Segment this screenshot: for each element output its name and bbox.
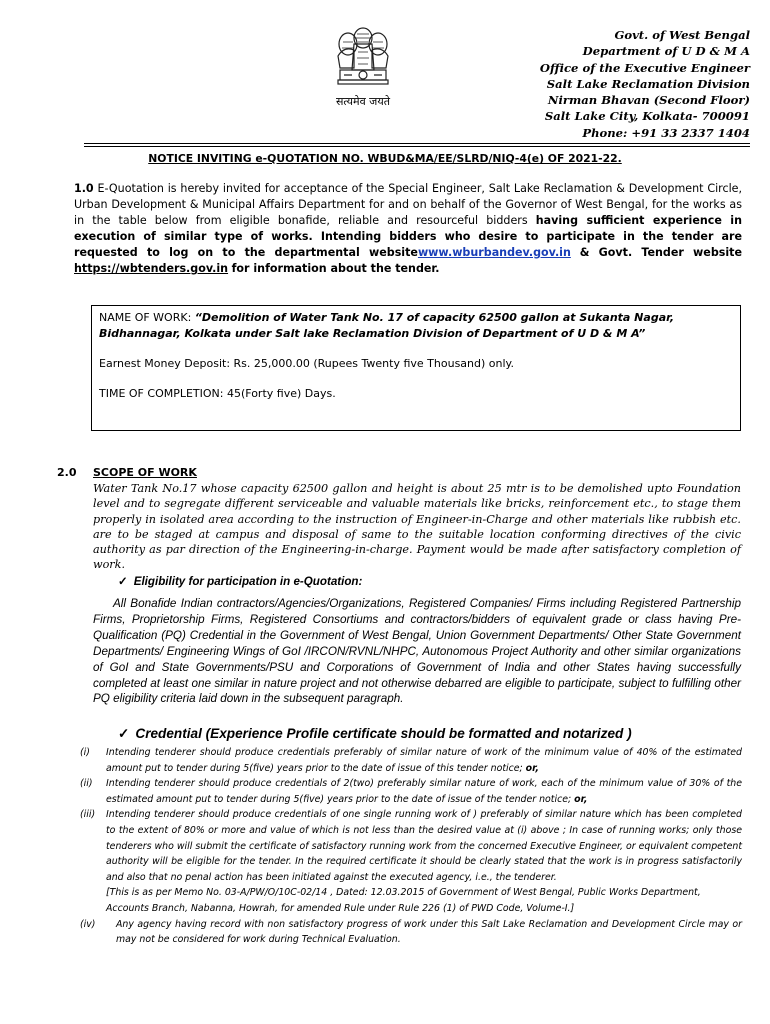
credential-list [80, 745, 742, 948]
section-heading: SCOPE OF WORK [93, 466, 197, 479]
section-1 [74, 181, 742, 277]
list-item [80, 776, 742, 807]
list-item [80, 917, 742, 948]
list-item-text: Intending tenderer should produce credentials of 2(two) preferably similar nature of work, each of the minimum value of 30% of the estimated amount put to tender during 5(five) years prior to the date of issue of the tender notice; [106, 778, 742, 805]
address-line: Salt Lake Reclamation Division [546, 76, 750, 91]
list-item-number: (iii) [80, 809, 96, 821]
work-details-box [91, 305, 741, 431]
list-item [80, 745, 742, 776]
list-item-text: Intending tenderer should produce credentials of one single running work of ) preferably of similar nature which has been completed to the extent of 80% or more and value of which is not less than the desired value at (i) above ; In case of running works; only those tenderers who will submit the certificate of satisfactory running work from the concerned Executive Engineer, or equivalent competent authority will be eligible for the tender. In the required certificate it should be clearly stated that the work is in progress satisfactorily and also that no penal action has been initiated against the executed agency, i.e., the tenderer. [106, 809, 742, 883]
notice-title: NOTICE INVITING e-QUOTATION NO. WBUD&MA/EE/SLRD/NIQ-4(e) OF 2021-22. [148, 152, 622, 165]
address-line: Nirman Bhavan (Second Floor) [547, 93, 750, 108]
tender-website-link[interactable]: https://wbtenders.gov.in [74, 262, 229, 275]
list-item-text: Intending tenderer should produce credentials preferably of similar nature of work of the minimum value of 40% of the estimated amount put to tender during 5(five) years prior to the date of issue of this tender notice; [106, 747, 742, 774]
list-item-number: (ii) [80, 778, 93, 790]
address-line: Govt. of West Bengal [614, 28, 750, 42]
list-item [80, 807, 742, 885]
section-1-text-bold: having sufficient experience in execution of similar type of works. Intending bidders who desire to participate in the tender are requested to log on to the departmental website [74, 214, 743, 259]
address-line: Phone: +91 33 2337 1404 [582, 125, 750, 140]
name-of-work [99, 310, 733, 342]
credential-heading-text: Credential (Experience Profile certificate should be formatted and notarized ) [135, 726, 632, 741]
emblem-motto: सत्यमेव जयते [335, 95, 390, 108]
section-number: 1.0 [74, 182, 94, 195]
section-1-text: E-Quotation is hereby invited for acceptance of the Special Engineer, Salt Lake Reclamation & Development Circle, Urban Development & Municipal Affairs Department for and on behalf of the Governor of West Bengal, for the works as in the table below from eligible bonafide, reliable and resourceful bidders [74, 182, 742, 227]
eligibility-text: All Bonafide Indian contractors/Agencies/Organizations, Registered Companies/ Firms including Registered Partnership Firms, Proprietorship Firms, Registered Consortiums and contractors/bidders of equivalent grade or class having Pre-Qualification (PQ) Credential in the Government of West Bengal, Union Government Departments/ Other State Government Departments/ Engineering Wings of GoI /IRCON/RVNL/NHPC, Autonomous Project Authority and other similar organizations of GoI and State Governments/PSU and Corporations of Government of India and other States having successfully completed at least one similar in nature project and not otherwise debarred are eligible to participate, subject to fulfilling other PQ eligibility criteria laid down in the subsequent paragraph. [93, 597, 741, 706]
memo-note: [This is as per Memo No. 03-A/PW/O/10C-02/14 , Dated: 12.03.2015 of Government of West Bengal, Public Works Department, Accounts Branch, Nabanna, Howrah, for amended Rule under Rule 226 (1) of PWD Code, Volume-I.] [106, 887, 701, 914]
eligibility-heading-text: Eligibility for participation in e-Quotation: [133, 575, 363, 588]
list-item-number: (i) [80, 747, 90, 758]
earnest-money-deposit: Earnest Money Deposit: Rs. 25,000.00 (Rupees Twenty five Thousand) only. [99, 357, 514, 370]
list-item-tail: or, [574, 793, 588, 805]
list-item-number: (iv) [80, 918, 96, 930]
section-1-text-bold: & Govt. Tender website [579, 246, 742, 259]
section-1-text-bold: for information about the tender. [231, 262, 440, 275]
name-of-work-label: NAME OF WORK: [99, 311, 192, 324]
header-divider [84, 146, 750, 147]
list-item-tail: or, [525, 762, 539, 774]
eligibility-heading [118, 574, 362, 588]
address-line: Salt Lake City, Kolkata- 700091 [544, 109, 750, 124]
list-item-text: Any agency having record with non satisfactory progress of work under this Salt Lake Reclamation and Development Circle may or may not be considered for work during Technical Evaluation. [116, 918, 742, 946]
credential-heading [118, 726, 632, 742]
address-line: Office of the Executive Engineer [539, 60, 750, 75]
header-divider [84, 143, 750, 144]
office-address-block [540, 27, 750, 141]
scope-of-work-text: Water Tank No.17 whose capacity 62500 gallon and height is about 25 mtr is to be demolished upto Foundation level and to segregate different serviceable and valuable materials like bricks, reinforcement etc., to stage them properly in isolated area according to the instruction of Engineer-in-Charge and other materials like rubbish etc. are to be staged at campus and disposal of same to the suitable location conforming directives of the civic authority as par direction of the Engineering-in-charge. Payment would be made after satisfactory completion of work. [93, 482, 741, 572]
time-of-completion: TIME OF COMPLETION: 45(Forty five) Days. [99, 387, 336, 400]
department-website-link[interactable]: www.wburbandev.gov.in [417, 246, 571, 259]
checkmark-icon: ✓ [118, 575, 128, 588]
checkmark-icon: ✓ [118, 726, 130, 741]
address-line: Department of U D & M A [582, 44, 750, 59]
name-of-work-value: “Demolition of Water Tank No. 17 of capacity 62500 gallon at Sukanta Nagar, Bidhannagar, Kolkata under Salt lake Reclamation Division of Department of U D & M A” [99, 311, 675, 340]
section-number: 2.0 [57, 466, 77, 479]
